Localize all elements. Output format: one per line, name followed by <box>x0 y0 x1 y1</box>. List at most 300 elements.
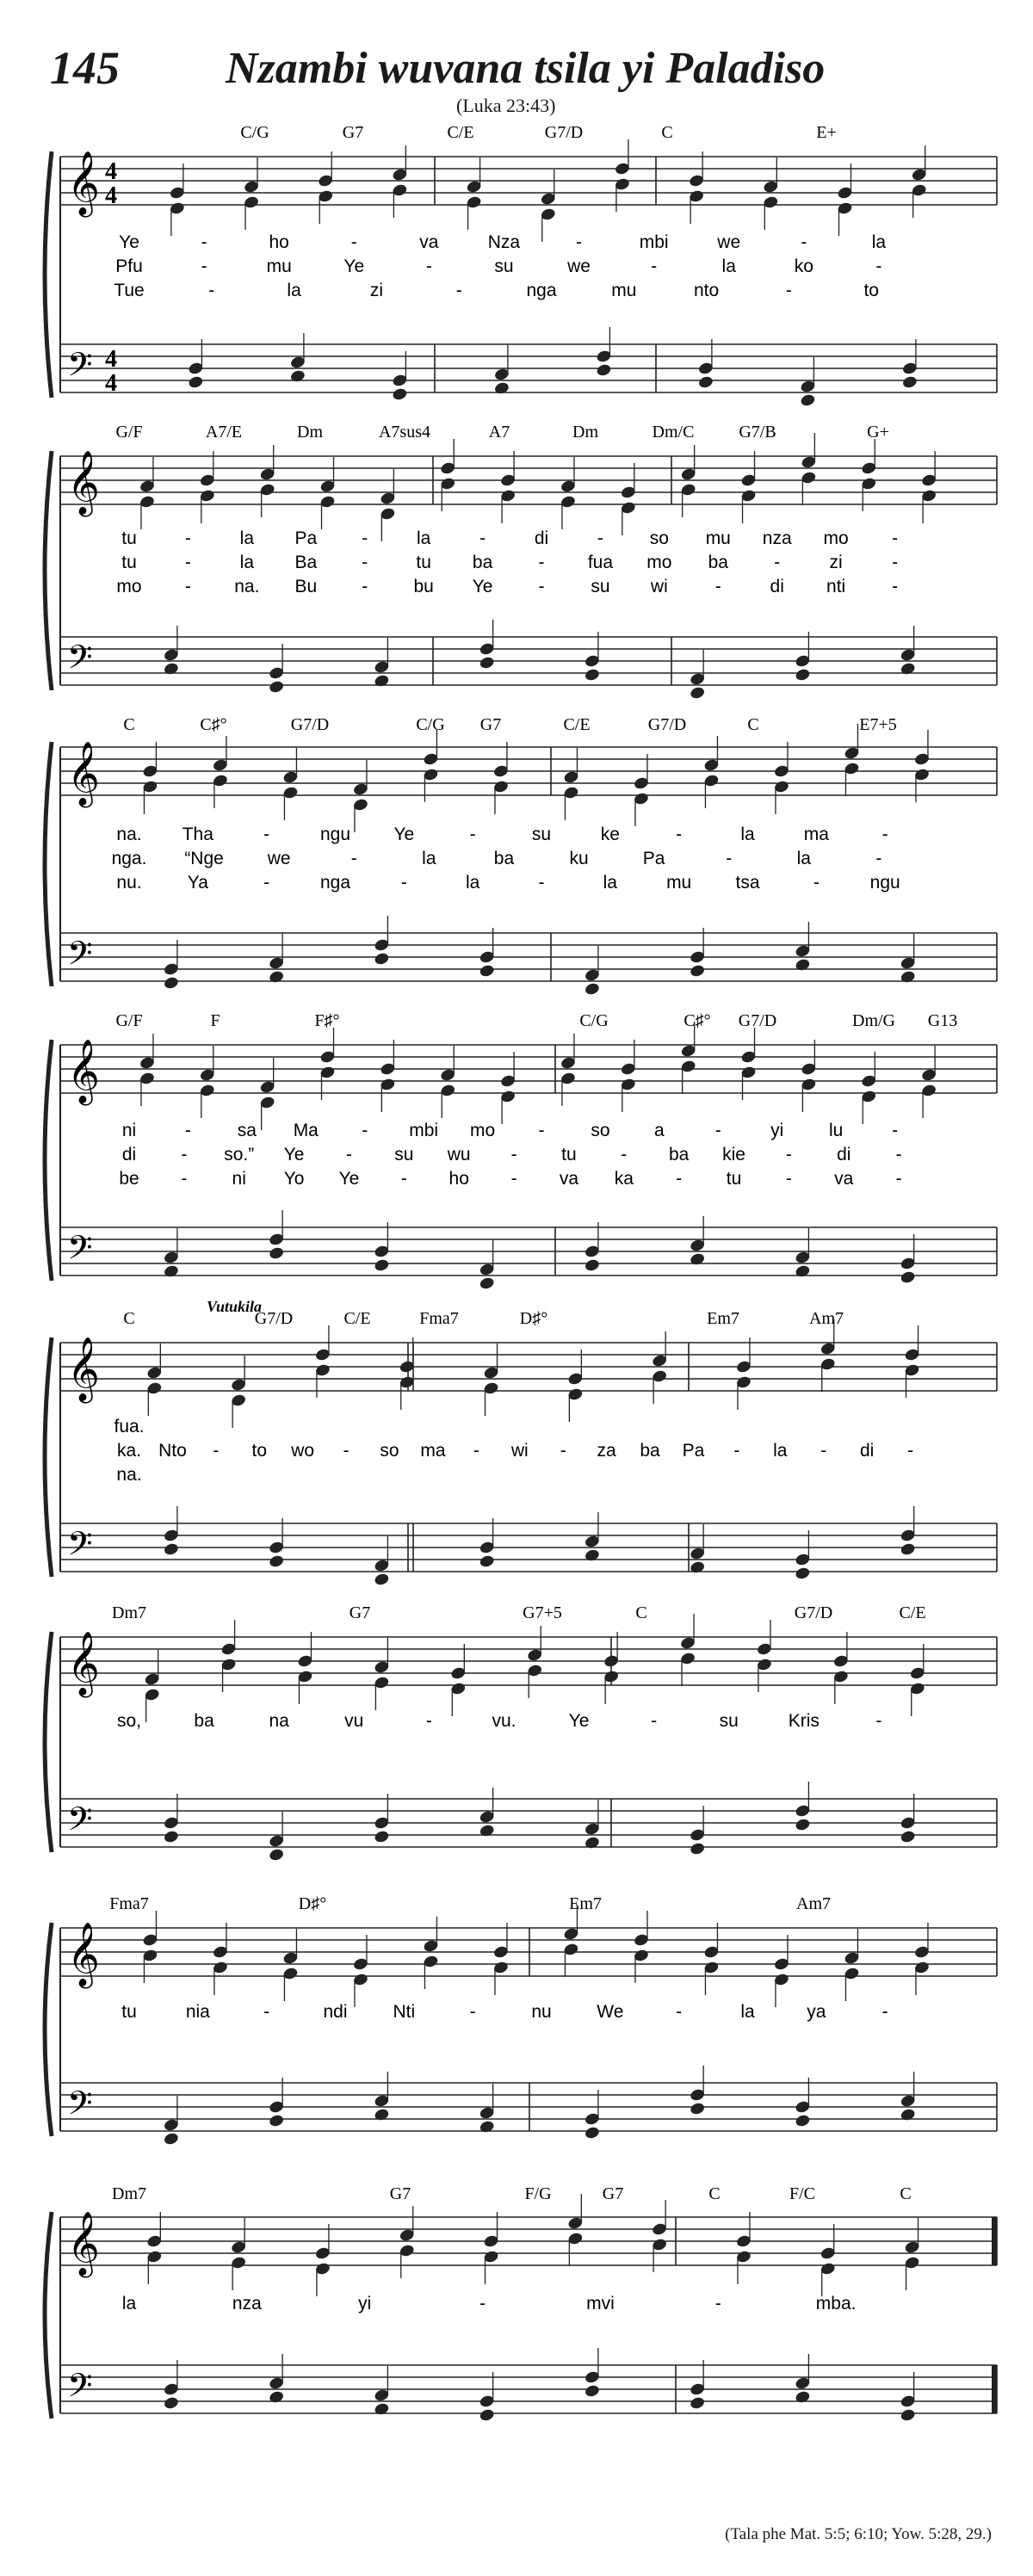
chord-symbol: C/G <box>416 715 445 734</box>
lyric-syllable: ba <box>668 1145 690 1164</box>
lyric-syllable: ngu <box>319 825 351 844</box>
note-head <box>795 1818 811 1832</box>
note-head <box>289 369 306 384</box>
tempo-marking: Vutukila <box>207 1298 263 1315</box>
note-head <box>269 2390 285 2405</box>
lyric-syllable: su <box>531 825 552 844</box>
note-head <box>163 1264 179 1279</box>
lyric-syllable: la <box>721 256 736 276</box>
lyric-syllable: la <box>603 873 618 893</box>
lyric-syllable: mu <box>611 281 637 300</box>
lyric-syllable: nza <box>762 528 792 548</box>
lyric-syllable: - <box>208 281 215 300</box>
lyric-syllable: Ye <box>338 1169 360 1189</box>
lyric-syllable: mbi <box>409 1121 439 1140</box>
lyric-syllable: Kris <box>788 1711 820 1731</box>
lyric-syllable: - <box>213 1441 220 1461</box>
lyric-syllable: be <box>119 1169 139 1189</box>
bass-clef-icon: 𝄢 <box>67 1801 93 1845</box>
lyric-syllable: - <box>560 1441 566 1461</box>
note-head <box>900 1542 916 1557</box>
lyric-syllable: mo <box>646 553 672 572</box>
lyric-syllable: la <box>871 232 887 252</box>
treble-clef-icon: 𝄞 <box>67 1041 100 1102</box>
lyric-syllable: - <box>881 825 888 844</box>
lyric-syllable: Nti <box>393 2002 416 2022</box>
lyric-syllable: mu <box>266 256 292 276</box>
lyric-syllable: Ye <box>343 256 365 276</box>
note-head <box>795 668 811 683</box>
hymn-title: Nzambi wuvana tsila yi Paladiso <box>226 44 826 93</box>
chord-symbol: Em7 <box>569 1894 602 1913</box>
lyric-syllable: Ma <box>293 1121 319 1140</box>
chord-symbol: G7/B <box>739 423 776 442</box>
system-bracket <box>45 1632 52 1852</box>
note-head <box>374 952 390 967</box>
lyric-syllable: ho <box>448 1169 469 1189</box>
lyric-syllable: We <box>597 2002 624 2022</box>
lyric-syllable: Ye <box>472 577 493 596</box>
lyric-syllable: ke <box>600 825 620 844</box>
treble-clef-icon: 𝄞 <box>67 152 100 213</box>
lyric-syllable: va <box>559 1169 579 1189</box>
lyric-syllable: ni <box>121 1121 137 1140</box>
lyric-syllable: Nza <box>487 232 521 252</box>
note-head <box>584 1258 600 1273</box>
lyric-syllable: ni <box>232 1169 246 1189</box>
note-head <box>479 656 495 670</box>
lyric-syllable: - <box>362 577 368 596</box>
note-head <box>584 1548 600 1563</box>
lyric-syllable: - <box>510 1145 517 1164</box>
lyric-syllable: mbi <box>639 232 669 252</box>
chord-symbol: F♯° <box>314 1011 340 1030</box>
note-head <box>479 1824 495 1838</box>
lyric-syllable: ma <box>420 1441 446 1461</box>
chord-symbol: Dm7 <box>112 1603 146 1622</box>
lyric-syllable: nza <box>232 2294 262 2313</box>
treble-clef-icon: 𝄞 <box>67 743 100 804</box>
lyric-syllable: so.” <box>224 1145 255 1164</box>
lyric-syllable: Tha <box>182 825 213 844</box>
treble-clef-icon: 𝄞 <box>67 2213 100 2274</box>
chord-symbol: A7/E <box>205 423 243 442</box>
lyric-syllable: - <box>785 1169 792 1189</box>
treble-clef-icon: 𝄞 <box>67 1633 100 1694</box>
lyric-syllable: la <box>239 553 255 572</box>
lyric-syllable: tu <box>561 1145 577 1164</box>
chord-symbol: C <box>900 2184 912 2203</box>
lyric-syllable: - <box>892 553 899 572</box>
bass-clef-icon: 𝄢 <box>67 347 93 391</box>
final-barline <box>992 2365 997 2413</box>
lyric-syllable: nia <box>185 2002 210 2022</box>
lyric-syllable: la <box>740 2002 755 2022</box>
lyric-syllable: - <box>362 553 368 572</box>
lyric-syllable: tu <box>416 553 431 572</box>
note-head <box>493 381 510 396</box>
chord-symbol: A7sus4 <box>378 423 431 442</box>
lyric-syllable: ba <box>194 1711 214 1731</box>
lyric-syllable: su <box>591 577 610 596</box>
lyric-syllable: ba <box>708 553 728 572</box>
lyric-syllable: - <box>676 2002 683 2022</box>
chord-symbol: F/C <box>789 2184 816 2203</box>
note-head <box>795 1566 811 1581</box>
lyric-syllable: - <box>425 256 432 276</box>
lyric-syllable: - <box>785 281 792 300</box>
bass-clef-icon: 𝄢 <box>67 2368 93 2412</box>
chord-symbol: D♯° <box>298 1894 327 1913</box>
note-head <box>163 976 179 991</box>
lyric-syllable: we <box>267 849 291 868</box>
note-head <box>269 970 285 985</box>
note-head <box>163 1542 179 1557</box>
note-head <box>900 970 916 985</box>
lyric-syllable: - <box>895 1145 902 1164</box>
lyric-syllable: zi <box>829 553 843 572</box>
chord-symbol: A7 <box>488 423 510 442</box>
lyric-syllable: la <box>796 849 811 868</box>
lyric-syllable: - <box>733 1441 740 1461</box>
chord-symbol: G7/D <box>290 715 330 734</box>
lyric-syllable: - <box>263 873 270 893</box>
lyric-syllable: “Nge <box>184 849 224 868</box>
system-2 <box>45 423 997 700</box>
lyric-syllable: wo <box>291 1441 315 1461</box>
lyric-syllable: la <box>287 281 301 300</box>
note-head <box>800 393 816 408</box>
lyric-syllable: Pa <box>642 849 665 868</box>
note-head <box>690 1560 706 1575</box>
system-1 <box>45 123 997 407</box>
lyric-syllable: fua <box>587 553 614 572</box>
lyric-syllable: la <box>465 873 480 893</box>
lyric-syllable: - <box>875 256 882 276</box>
lyric-syllable: su <box>394 1145 414 1164</box>
lyric-syllable: Ye <box>283 1145 305 1164</box>
lyric-syllable: la <box>416 528 431 548</box>
lyric-syllable: nti <box>826 577 846 596</box>
bass-clef-icon: 𝄢 <box>67 1526 93 1570</box>
lyric-syllable: so <box>380 1441 399 1461</box>
system-bracket <box>45 1923 52 2136</box>
lyric-syllable: - <box>184 577 191 596</box>
note-head <box>795 2390 811 2405</box>
chord-symbol: Dm/G <box>852 1011 895 1030</box>
chord-symbol: Fma7 <box>109 1894 149 1913</box>
lyric-syllable: - <box>510 1169 517 1189</box>
note-head <box>392 387 408 402</box>
lyric-syllable: - <box>469 2002 476 2022</box>
chord-symbol: G7/D <box>544 123 584 142</box>
chord-symbol: C <box>747 715 759 734</box>
chord-symbol: G/F <box>115 423 143 442</box>
chord-symbol: C/E <box>563 715 591 734</box>
lyric-syllable: - <box>726 849 733 868</box>
lyric-syllable: - <box>479 528 486 548</box>
lyric-syllable: - <box>892 1121 899 1140</box>
bass-clef-icon: 𝄢 <box>67 2085 93 2129</box>
chord-symbol: Em7 <box>707 1309 739 1328</box>
lyric-syllable: la <box>121 2294 137 2313</box>
lyric-syllable: - <box>801 232 807 252</box>
time-signature-top: 4 <box>105 346 117 373</box>
note-head <box>584 982 600 997</box>
lyric-syllable: - <box>201 256 207 276</box>
lyric-syllable: Pfu <box>115 256 143 276</box>
system-bracket <box>45 451 52 690</box>
lyric-syllable: di <box>121 1145 137 1164</box>
lyric-syllable: - <box>538 873 545 893</box>
lyric-syllable: la <box>239 528 255 548</box>
lyric-syllable: - <box>907 1441 914 1461</box>
note-head <box>584 2126 600 2140</box>
chord-symbol: G7/D <box>647 715 687 734</box>
note-head <box>479 1554 495 1569</box>
chord-symbol: E+ <box>816 123 837 142</box>
note-head <box>163 662 179 676</box>
chord-symbol: C <box>123 715 135 734</box>
lyric-syllable: nu. <box>116 873 142 893</box>
system-bracket <box>45 151 52 398</box>
lyric-syllable: di <box>534 528 549 548</box>
chord-symbol: C/G <box>240 123 269 142</box>
bass-clef-icon: 𝄢 <box>67 1230 93 1274</box>
lyric-syllable: Tue <box>114 281 145 300</box>
lyric-syllable: mvi <box>586 2294 615 2313</box>
lyric-syllable: sa <box>237 1121 257 1140</box>
lyric-syllable: kie <box>722 1145 745 1164</box>
lyric-syllable: - <box>597 528 603 548</box>
system-bracket <box>45 1040 52 1281</box>
chord-symbol: G7/D <box>254 1309 294 1328</box>
note-head <box>163 1830 179 1844</box>
lyric-syllable: Ye <box>393 825 415 844</box>
note-head <box>479 2120 495 2134</box>
chord-symbol: D♯° <box>519 1309 548 1328</box>
lyric-syllable: Ba <box>294 553 318 572</box>
lyric-syllable: yi <box>770 1121 784 1140</box>
lyric-syllable: Ye <box>568 1711 590 1731</box>
chord-symbol: C♯° <box>200 715 227 734</box>
lyric-syllable: di <box>859 1441 875 1461</box>
note-head <box>374 1830 390 1844</box>
lyric-syllable: - <box>892 528 899 548</box>
chord-symbol: Fma7 <box>419 1309 459 1328</box>
lyric-syllable: - <box>184 528 191 548</box>
lyric-syllable: - <box>350 232 357 252</box>
lyric-syllable: Ya <box>187 873 208 893</box>
lyric-syllable: su <box>719 1711 739 1731</box>
system-6 <box>45 1603 997 1862</box>
lyric-syllable: mu <box>666 873 692 893</box>
note-head <box>900 662 916 676</box>
note-head <box>188 375 204 390</box>
lyric-syllable: - <box>651 1711 658 1731</box>
note-head <box>697 375 714 390</box>
note-head <box>584 668 600 683</box>
lyric-syllable: to <box>251 1441 268 1461</box>
lyric-syllable: zi <box>369 281 383 300</box>
lyric-syllable: - <box>538 553 545 572</box>
note-head <box>374 2108 390 2122</box>
chord-symbol: C♯° <box>684 1011 711 1030</box>
lyric-syllable: - <box>184 553 191 572</box>
lyric-syllable: nu <box>531 2002 552 2022</box>
note-head <box>269 1246 285 1261</box>
lyric-syllable: lu <box>828 1121 844 1140</box>
lyric-syllable: Nto <box>158 1441 187 1461</box>
lyric-syllable: we <box>717 232 741 252</box>
note-head <box>900 2408 916 2423</box>
lyric-syllable: - <box>455 281 462 300</box>
lyric-syllable: yi <box>358 2294 372 2313</box>
lyric-syllable: na. <box>234 577 260 596</box>
lyric-syllable: ka. <box>116 1441 142 1461</box>
lyric-syllable: bu <box>413 577 434 596</box>
lyric-syllable: di <box>837 1145 851 1164</box>
lyric-syllable: nga <box>526 281 557 300</box>
lyric-syllable: - <box>820 1441 827 1461</box>
lyric-syllable: to <box>863 281 879 300</box>
note-head <box>690 2102 706 2116</box>
lyric-syllable: - <box>181 1169 188 1189</box>
lyric-syllable: za <box>597 1441 616 1461</box>
lyric-syllable: - <box>400 873 407 893</box>
note-head <box>690 686 706 701</box>
lyric-syllable: Bu <box>294 577 318 596</box>
note-head <box>690 2396 706 2411</box>
lyric-syllable: ndi <box>323 2002 348 2022</box>
lyric-syllable: - <box>343 1441 349 1461</box>
lyric-syllable: mo <box>116 577 142 596</box>
lyric-syllable: tu <box>121 528 137 548</box>
note-head <box>596 363 612 378</box>
lyric-syllable: we <box>567 256 591 276</box>
lyric-syllable: nto <box>693 281 720 300</box>
time-signature-bottom: 4 <box>105 370 117 397</box>
chord-symbol: G7 <box>479 715 502 734</box>
lyric-syllable: ba <box>472 553 493 572</box>
chord-symbol: Dm <box>572 423 598 442</box>
lyric-syllable: - <box>184 1121 191 1140</box>
note-head <box>269 1848 285 1863</box>
treble-clef-icon: 𝄞 <box>67 452 100 513</box>
lyric-syllable: na <box>269 1711 289 1731</box>
hymn-number: 145 <box>50 42 120 94</box>
lyric-syllable: - <box>362 528 368 548</box>
lyric-syllable: va <box>834 1169 854 1189</box>
chord-symbol: G7 <box>602 2184 624 2203</box>
chord-symbol: F <box>210 1011 220 1030</box>
note-head <box>374 2402 390 2417</box>
lyric-syllable: - <box>181 1145 188 1164</box>
lyric-syllable: - <box>576 232 583 252</box>
note-head <box>479 1276 495 1291</box>
bass-clef-icon: 𝄢 <box>67 639 93 683</box>
chord-symbol: G7+5 <box>523 1603 562 1622</box>
chord-symbol: C <box>708 2184 721 2203</box>
lyric-syllable: mo <box>823 528 849 548</box>
lyric-syllable: ba <box>640 1441 660 1461</box>
time-signature-bottom: 4 <box>105 182 117 209</box>
chord-symbol: G7/D <box>738 1011 777 1030</box>
note-head <box>690 1842 706 1856</box>
lyric-syllable: - <box>714 1121 721 1140</box>
note-head <box>901 375 918 390</box>
chord-symbol: C/E <box>343 1309 371 1328</box>
system-4 <box>45 1011 997 1290</box>
note-head <box>795 958 811 973</box>
lyric-syllable: di <box>770 577 784 596</box>
system-bracket <box>45 742 52 986</box>
system-7 <box>45 1894 997 2146</box>
system-5 <box>45 1298 997 1586</box>
lyric-syllable: tu <box>726 1169 742 1189</box>
note-head <box>795 1264 811 1279</box>
lyric-syllable: - <box>479 2294 486 2313</box>
note-head <box>479 2408 495 2423</box>
lyric-syllable: na. <box>116 1465 142 1485</box>
lyric-syllable: - <box>881 2002 888 2022</box>
system-bracket <box>45 1337 52 1577</box>
lyric-syllable: wu <box>447 1145 471 1164</box>
lyric-syllable: ya <box>807 2002 826 2022</box>
lyric-syllable: - <box>813 873 820 893</box>
chord-symbol: C/G <box>579 1011 609 1030</box>
lyric-syllable: Yo <box>283 1169 305 1189</box>
lyric-syllable: - <box>714 577 721 596</box>
lyric-syllable: ma <box>803 825 829 844</box>
lyric-syllable: nga. <box>111 849 147 868</box>
lyric-syllable: wi <box>650 577 668 596</box>
lyric-syllable: tu <box>121 2002 137 2022</box>
lyric-syllable: a <box>654 1121 665 1140</box>
note-head <box>269 2114 285 2128</box>
chord-symbol: G13 <box>927 1011 958 1030</box>
lyric-syllable: vu. <box>492 1711 516 1731</box>
lyric-syllable: so, <box>116 1711 142 1731</box>
lyric-syllable: - <box>651 256 658 276</box>
lyric-syllable: so <box>591 1121 610 1140</box>
lyric-syllable: - <box>892 577 899 596</box>
chord-symbol: G+ <box>867 423 889 442</box>
lyric-syllable: fua. <box>114 1417 145 1436</box>
chord-symbol: G7 <box>342 123 364 142</box>
lyric-syllable: su <box>494 256 514 276</box>
lyric-syllable: - <box>875 849 882 868</box>
scripture-footer: (Tala phe Mat. 5:5; 6:10; Yow. 5:28, 29.) <box>725 2525 992 2543</box>
note-head <box>479 964 495 979</box>
bass-clef-icon: 𝄢 <box>67 936 93 979</box>
lyric-syllable: - <box>263 825 270 844</box>
lyric-syllable: - <box>875 1711 882 1731</box>
chord-symbol: Am7 <box>809 1309 844 1328</box>
chord-symbol: F/G <box>524 2184 552 2203</box>
system-8 <box>45 2184 997 2422</box>
chord-symbol: G7 <box>349 1603 371 1622</box>
lyric-syllable: - <box>469 825 476 844</box>
lyric-syllable: - <box>714 2294 721 2313</box>
lyric-syllable: - <box>676 1169 683 1189</box>
lyric-syllable: ka <box>614 1169 634 1189</box>
lyric-syllable: wi <box>510 1441 529 1461</box>
lyric-syllable: - <box>538 577 545 596</box>
system-bracket <box>45 2212 52 2418</box>
note-head <box>795 2114 811 2128</box>
lyric-syllable: mo <box>469 1121 496 1140</box>
